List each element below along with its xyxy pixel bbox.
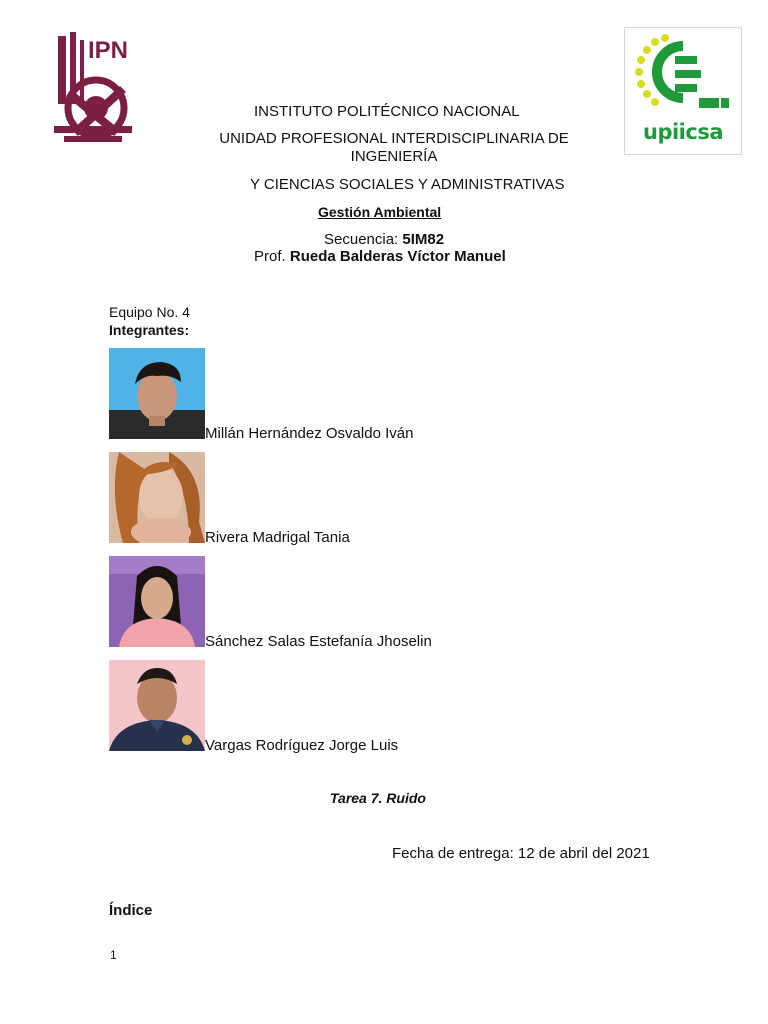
team-number: Equipo No. 4	[109, 304, 190, 320]
professor-name: Rueda Balderas Víctor Manuel	[289, 248, 506, 265]
unit-name-line2: INGENIERÍA	[350, 148, 438, 165]
upiicsa-logo	[624, 27, 742, 155]
professor	[254, 248, 506, 266]
member-photo-4	[109, 660, 205, 751]
member-photo-1	[109, 348, 205, 439]
member-name-3: Sánchez Salas Estefanía Jhoselin	[205, 633, 432, 650]
member-photo-3	[109, 556, 205, 647]
unit-name-line1: UNIDAD PROFESIONAL INTERDISCIPLINARIA DE	[219, 130, 569, 147]
professor-label: Prof.	[254, 248, 290, 265]
institute-name: INSTITUTO POLITÉCNICO NACIONAL	[254, 103, 520, 120]
member-photo-2	[109, 452, 205, 543]
unit-name-line3: Y CIENCIAS SOCIALES Y ADMINISTRATIVAS	[250, 176, 565, 193]
due-date: Fecha de entrega: 12 de abril del 2021	[392, 845, 650, 862]
upiicsa-logo-text: upiicsa	[643, 120, 723, 144]
assignment-title: Tarea 7. Ruido	[330, 790, 426, 806]
ipn-logo-text: IPN	[87, 37, 129, 64]
member-name-4: Vargas Rodríguez Jorge Luis	[205, 737, 399, 754]
sequence-value: 5IM82	[402, 231, 445, 248]
sequence-label: Secuencia:	[324, 231, 403, 248]
subject-title: Gestión Ambiental	[318, 204, 442, 220]
member-name-1: Millán Hernández Osvaldo Iván	[205, 425, 414, 442]
member-name-2: Rivera Madrigal Tania	[205, 529, 350, 546]
sequence	[324, 231, 444, 249]
members-label: Integrantes:	[109, 322, 190, 338]
index-heading: Índice	[109, 902, 153, 919]
ipn-logo	[50, 30, 136, 148]
index-page-number: 1	[110, 948, 117, 962]
